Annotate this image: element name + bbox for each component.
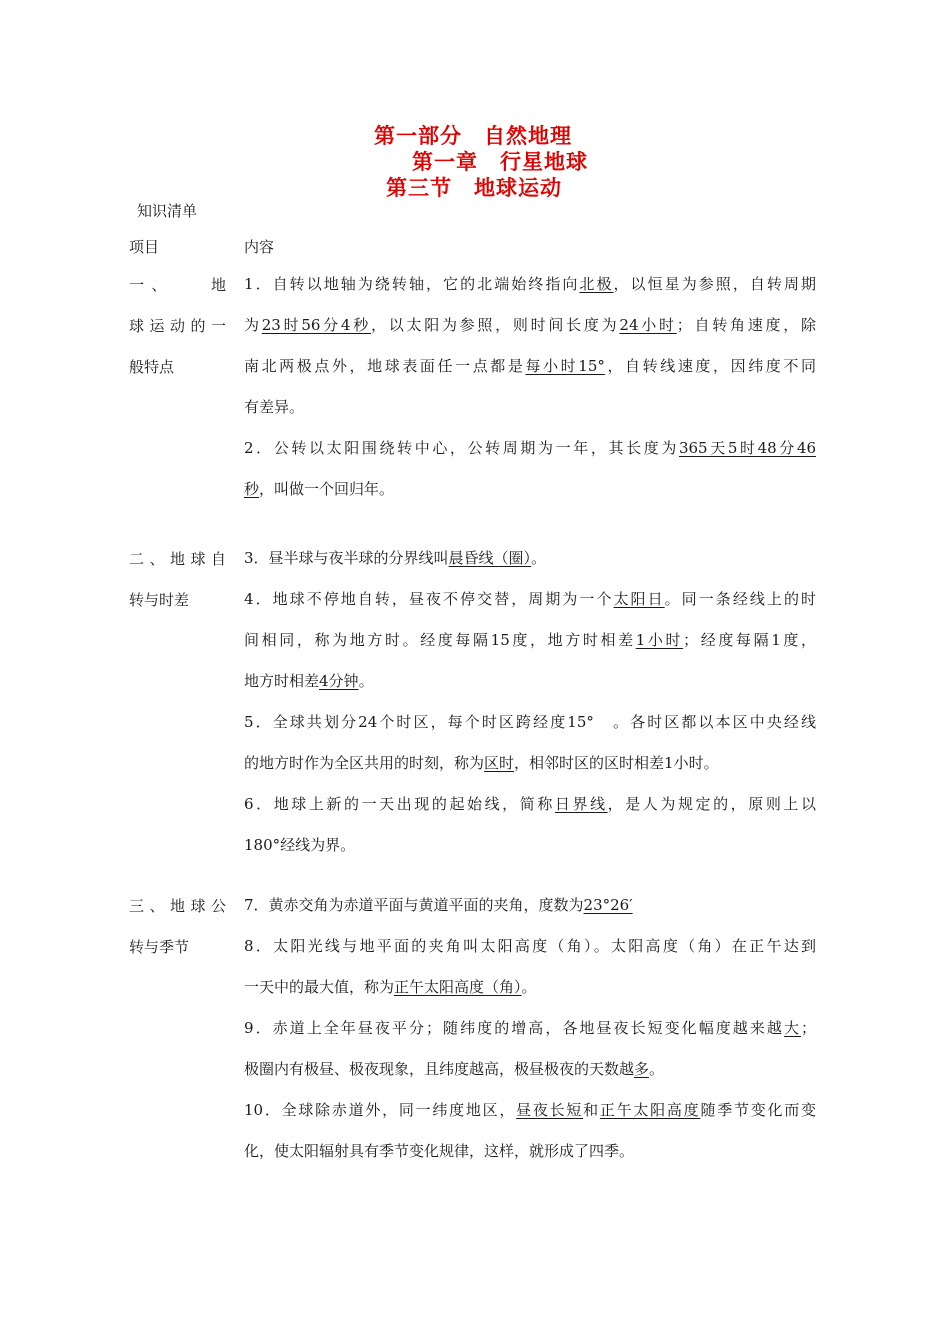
paragraph-1-line-2: 为23时56分4秒，以太阳为参照，则时间长度为24小时；自转角速度，除 <box>244 316 816 334</box>
paragraph-1-line-1: 1．自转以地轴为绕转轴，它的北端始终指向北极，以恒星为参照，自转周期 <box>244 275 816 293</box>
paragraph-8-line-2: 一天中的最大值，称为正午太阳高度（角）。 <box>244 978 537 996</box>
section-2-label <box>129 549 226 631</box>
answer-underline: 秒 <box>244 480 260 498</box>
paragraph-4-line-2: 间相同，称为地方时。经度每隔15度，地方时相差1小时；经度每隔1度， <box>244 631 817 649</box>
paragraph-6-line-2: 180°经线为界。 <box>244 836 356 854</box>
answer-underline: 太阳日 <box>613 590 665 608</box>
paragraph-2-line-1: 2．公转以太阳围绕转中心，公转周期为一年，其长度为365天5时48分46 <box>244 439 816 457</box>
answer-underline: 区时 <box>484 754 515 772</box>
label-line: 一、 地 <box>129 276 226 294</box>
paragraph-3: 3．昼半球与夜半球的分界线叫晨昏线（圈）。 <box>244 549 547 567</box>
paragraph-7: 7．黄赤交角为赤道平面与黄道平面的夹角，度数为23°26′ <box>244 896 633 914</box>
answer-underline: 大 <box>783 1019 801 1037</box>
answer-underline: 晨昏线（圈） <box>448 549 532 567</box>
answer-underline: 24小时 <box>619 316 677 334</box>
section-3-label <box>129 896 226 978</box>
paragraph-9-line-2: 极圈内有极昼、极夜现象，且纬度越高，极昼极夜的天数越多。 <box>244 1060 665 1078</box>
paragraph-2-line-2: 秒，叫做一个回归年。 <box>244 480 395 498</box>
section-1-label <box>129 275 226 398</box>
answer-underline: 23时56分4秒 <box>261 316 371 334</box>
label-line: 三、地球公 <box>129 897 226 915</box>
paragraph-4-line-3: 地方时相差4分钟。 <box>244 672 374 690</box>
answer-underline: 北极 <box>579 275 614 293</box>
paragraph-10-line-1: 10．全球除赤道外，同一纬度地区，昼夜长短和正午太阳高度随季节变化而变 <box>244 1101 816 1119</box>
paragraph-1-line-4: 有差异。 <box>244 398 305 416</box>
answer-underline: 多 <box>634 1060 650 1078</box>
section-2-content <box>244 538 816 866</box>
paragraph-10-line-2: 化，使太阳辐射具有季节变化规律，这样，就形成了四季。 <box>244 1142 635 1160</box>
label-line: 转与时差 <box>129 591 190 609</box>
answer-underline: 正午太阳高度（角） <box>394 978 522 996</box>
header-content: 内容 <box>244 238 275 256</box>
answer-underline: 每小时15° <box>525 357 605 375</box>
label-line: 转与季节 <box>129 938 190 956</box>
section-3-content <box>244 885 816 1172</box>
answer-underline: 日界线 <box>554 795 608 813</box>
label-line: 球运动的一 <box>129 317 226 335</box>
answer-underline: 365天5时48分46 <box>678 439 816 457</box>
paragraph-5-line-2: 的地方时作为全区共用的时刻，称为区时，相邻时区的区时相差1小时。 <box>244 754 719 772</box>
part-title: 第一部分 自然地理 <box>374 124 572 148</box>
paragraph-4-line-1: 4．地球不停地自转，昼夜不停交替，周期为一个太阳日。同一条经线上的时 <box>244 590 816 608</box>
paragraph-6-line-1: 6．地球上新的一天出现的起始线，简称日界线，是人为规定的，原则上以 <box>244 795 816 813</box>
section-title: 第三节 地球运动 <box>386 176 562 200</box>
section-1-content <box>244 264 816 510</box>
paragraph-5-line-1: 5．全球共划分24个时区，每个时区跨经度15° 。各时区都以本区中央经线 <box>244 713 816 731</box>
answer-underline: 正午太阳高度 <box>599 1101 701 1119</box>
label-line: 般特点 <box>129 358 175 376</box>
answer-underline: 昼夜长短 <box>516 1101 584 1119</box>
chapter-title: 第一章 行星地球 <box>412 150 588 174</box>
paragraph-9-line-1: 9．赤道上全年昼夜平分；随纬度的增高，各地昼夜长短变化幅度越来越大； <box>244 1019 816 1037</box>
header-item: 项目 <box>129 238 160 256</box>
answer-underline: 1小时 <box>635 631 684 649</box>
paragraph-8-line-1: 8．太阳光线与地平面的夹角叫太阳高度（角）。太阳高度（角）在正午达到 <box>244 937 816 955</box>
label-line: 二、地球自 <box>129 550 226 568</box>
list-title: 知识清单 <box>137 202 198 220</box>
paragraph-1-line-3: 南北两极点外，地球表面任一点都是每小时15°，自转线速度，因纬度不同 <box>244 357 816 375</box>
answer-underline: 23°26′ <box>583 896 633 914</box>
answer-underline: 4分钟 <box>319 672 359 690</box>
